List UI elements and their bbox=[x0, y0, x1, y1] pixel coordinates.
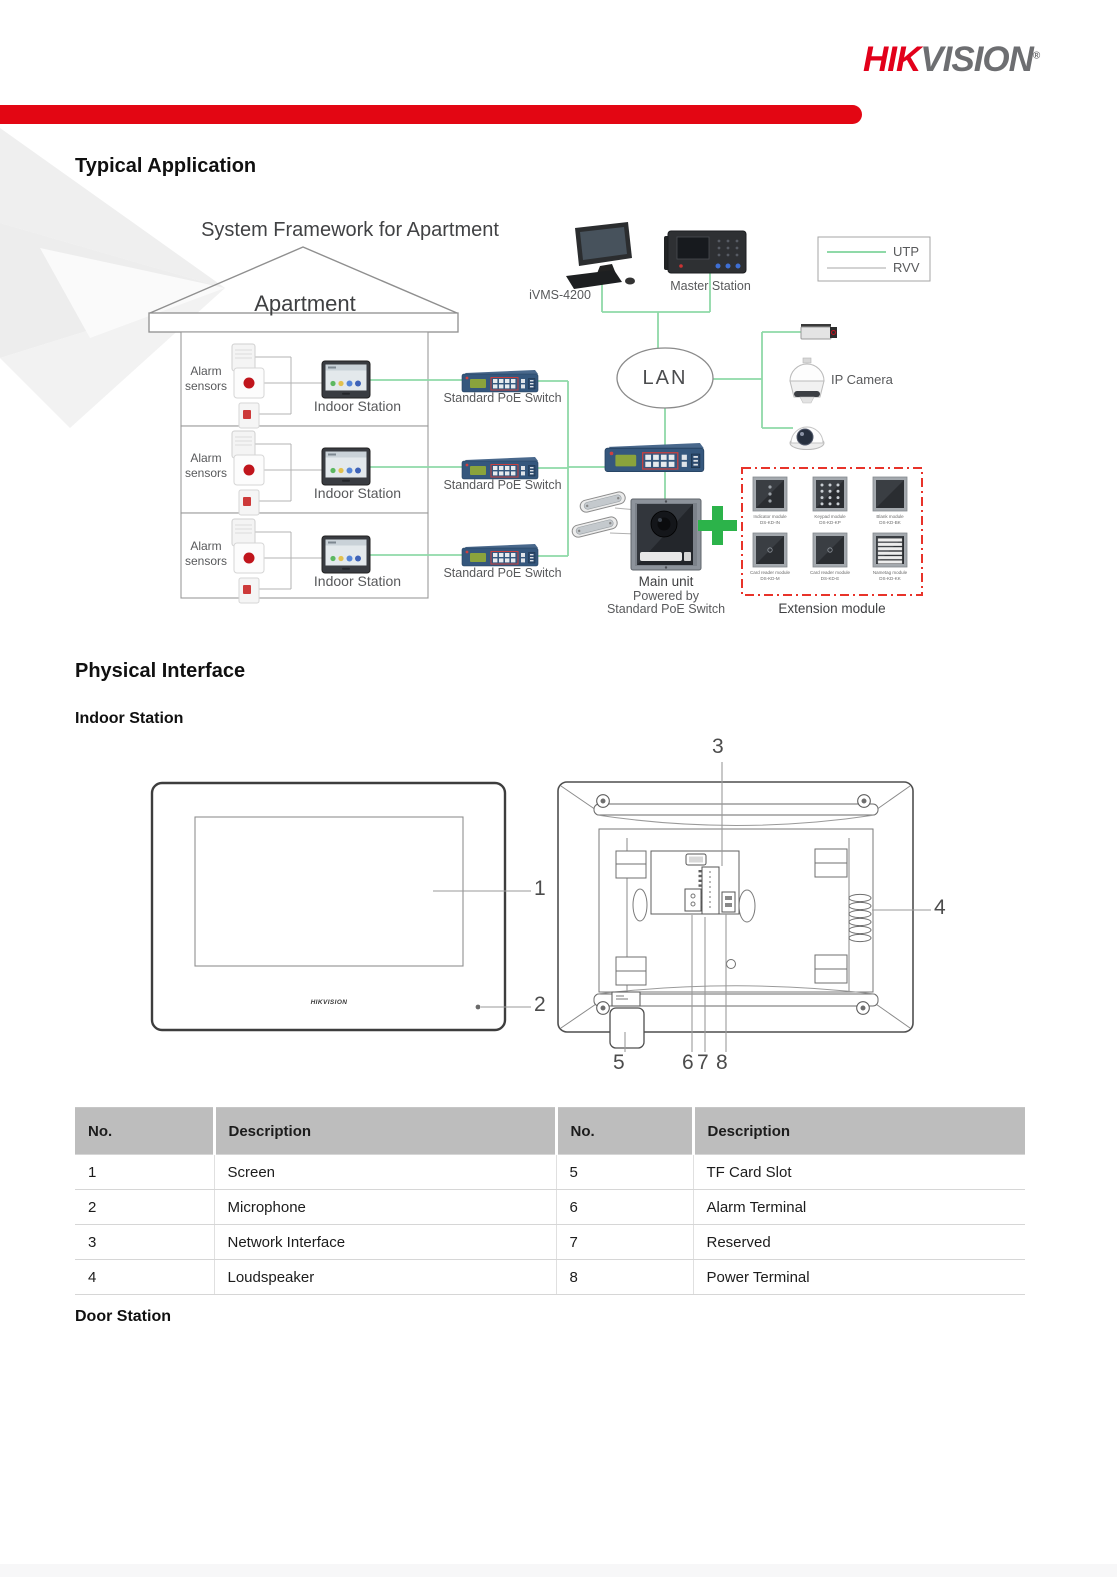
box-camera-icon bbox=[801, 324, 837, 339]
module-caption-2: Keypad module DS-KD-KP bbox=[814, 514, 846, 526]
alarm-sensors-label-1: Alarm sensors bbox=[184, 364, 228, 393]
alarm-sensors-label-3: Alarm sensors bbox=[184, 539, 228, 568]
module-caption-5: Card reader module DS-KD-E bbox=[809, 570, 851, 582]
lan-label: LAN bbox=[642, 367, 688, 389]
callout-4: 4 bbox=[934, 896, 946, 919]
door-lock-icon-1 bbox=[579, 491, 627, 514]
alarm-sensors-label-2: Alarm sensors bbox=[184, 451, 228, 480]
table-header-no-right: No. bbox=[556, 1108, 693, 1155]
page-footer-strip bbox=[0, 1564, 1117, 1577]
logo-registered-mark: ® bbox=[1032, 50, 1040, 62]
ivms-label: iVMS-4200 bbox=[529, 288, 591, 302]
heading-indoor-station: Indoor Station bbox=[75, 710, 184, 727]
logo-vision: VISION bbox=[920, 40, 1033, 79]
module-caption-1: Indicator module DS-KD-IN bbox=[753, 514, 787, 526]
legend-utp-label: UTP bbox=[893, 244, 919, 259]
poe-switch-1 bbox=[462, 370, 538, 392]
indoor-station-label-2: Indoor Station bbox=[313, 485, 402, 501]
indoor-station-rear-view bbox=[558, 762, 931, 1052]
table-row: 4 Loudspeaker 8 Power Terminal bbox=[75, 1260, 1025, 1295]
table-header-no-left: No. bbox=[75, 1108, 214, 1155]
indoor-station-label-3: Indoor Station bbox=[313, 573, 402, 589]
poe-switch-label-2: Standard PoE Switch bbox=[443, 478, 562, 492]
table-header-desc-right: Description bbox=[693, 1108, 1025, 1155]
poe-switch-label-3: Standard PoE Switch bbox=[443, 566, 562, 580]
apartment-label: Apartment bbox=[254, 291, 356, 316]
ivms-computer-icon bbox=[566, 222, 635, 289]
poe-switch-2 bbox=[462, 457, 538, 479]
main-unit-icon bbox=[631, 499, 701, 570]
table-row: 1 Screen 5 TF Card Slot bbox=[75, 1155, 1025, 1190]
heading-typical-application: Typical Application bbox=[75, 155, 257, 177]
callout-2: 2 bbox=[534, 993, 546, 1016]
logo-hik: HIK bbox=[863, 40, 921, 79]
indoor-station-label-1: Indoor Station bbox=[313, 398, 402, 414]
heading-door-station: Door Station bbox=[75, 1308, 171, 1325]
heading-physical-interface: Physical Interface bbox=[75, 660, 246, 682]
master-station-icon bbox=[664, 231, 746, 273]
callout-7: 7 bbox=[697, 1051, 709, 1074]
interface-description-table bbox=[75, 1107, 1025, 1295]
diagram-title: System Framework for Apartment bbox=[201, 219, 499, 241]
table-row: 3 Network Interface 7 Reserved bbox=[75, 1225, 1025, 1260]
ip-camera-label: IP Camera bbox=[831, 372, 893, 387]
plus-icon bbox=[698, 506, 737, 545]
door-lock-icon-2 bbox=[571, 516, 619, 539]
main-unit-label-line1: Main unit bbox=[638, 574, 694, 589]
module-caption-6: Nametag module DS-KD-KK bbox=[872, 570, 908, 582]
callout-3: 3 bbox=[712, 735, 724, 758]
device-hikvision-logo: HIKVISION bbox=[310, 999, 348, 1006]
table-header-row bbox=[75, 1108, 1025, 1155]
callout-5: 5 bbox=[613, 1051, 625, 1074]
indoor-station-front-view bbox=[152, 783, 531, 1030]
master-station-label: Master Station bbox=[670, 279, 751, 293]
mini-dome-camera-icon bbox=[790, 427, 824, 450]
ptz-dome-camera-icon bbox=[790, 358, 824, 403]
table-row: 2 Microphone 6 Alarm Terminal bbox=[75, 1190, 1025, 1225]
module-caption-3: Blank module DS-KD-BK bbox=[876, 514, 904, 526]
callout-1: 1 bbox=[534, 877, 546, 900]
main-unit-label-line3: Standard PoE Switch bbox=[606, 602, 726, 616]
poe-switch-label-1: Standard PoE Switch bbox=[443, 391, 562, 405]
legend-rvv-label: RVV bbox=[893, 260, 920, 275]
callout-8: 8 bbox=[716, 1051, 728, 1074]
callout-6: 6 bbox=[682, 1051, 694, 1074]
table-header-desc-left: Description bbox=[214, 1108, 556, 1155]
poe-switch-3 bbox=[462, 544, 538, 566]
extension-module-label: Extension module bbox=[778, 601, 886, 616]
poe-switch-central bbox=[605, 443, 704, 472]
main-unit-label-line2: Powered by bbox=[632, 589, 699, 603]
module-caption-4: Card reader module DS-KD-M bbox=[749, 570, 791, 582]
